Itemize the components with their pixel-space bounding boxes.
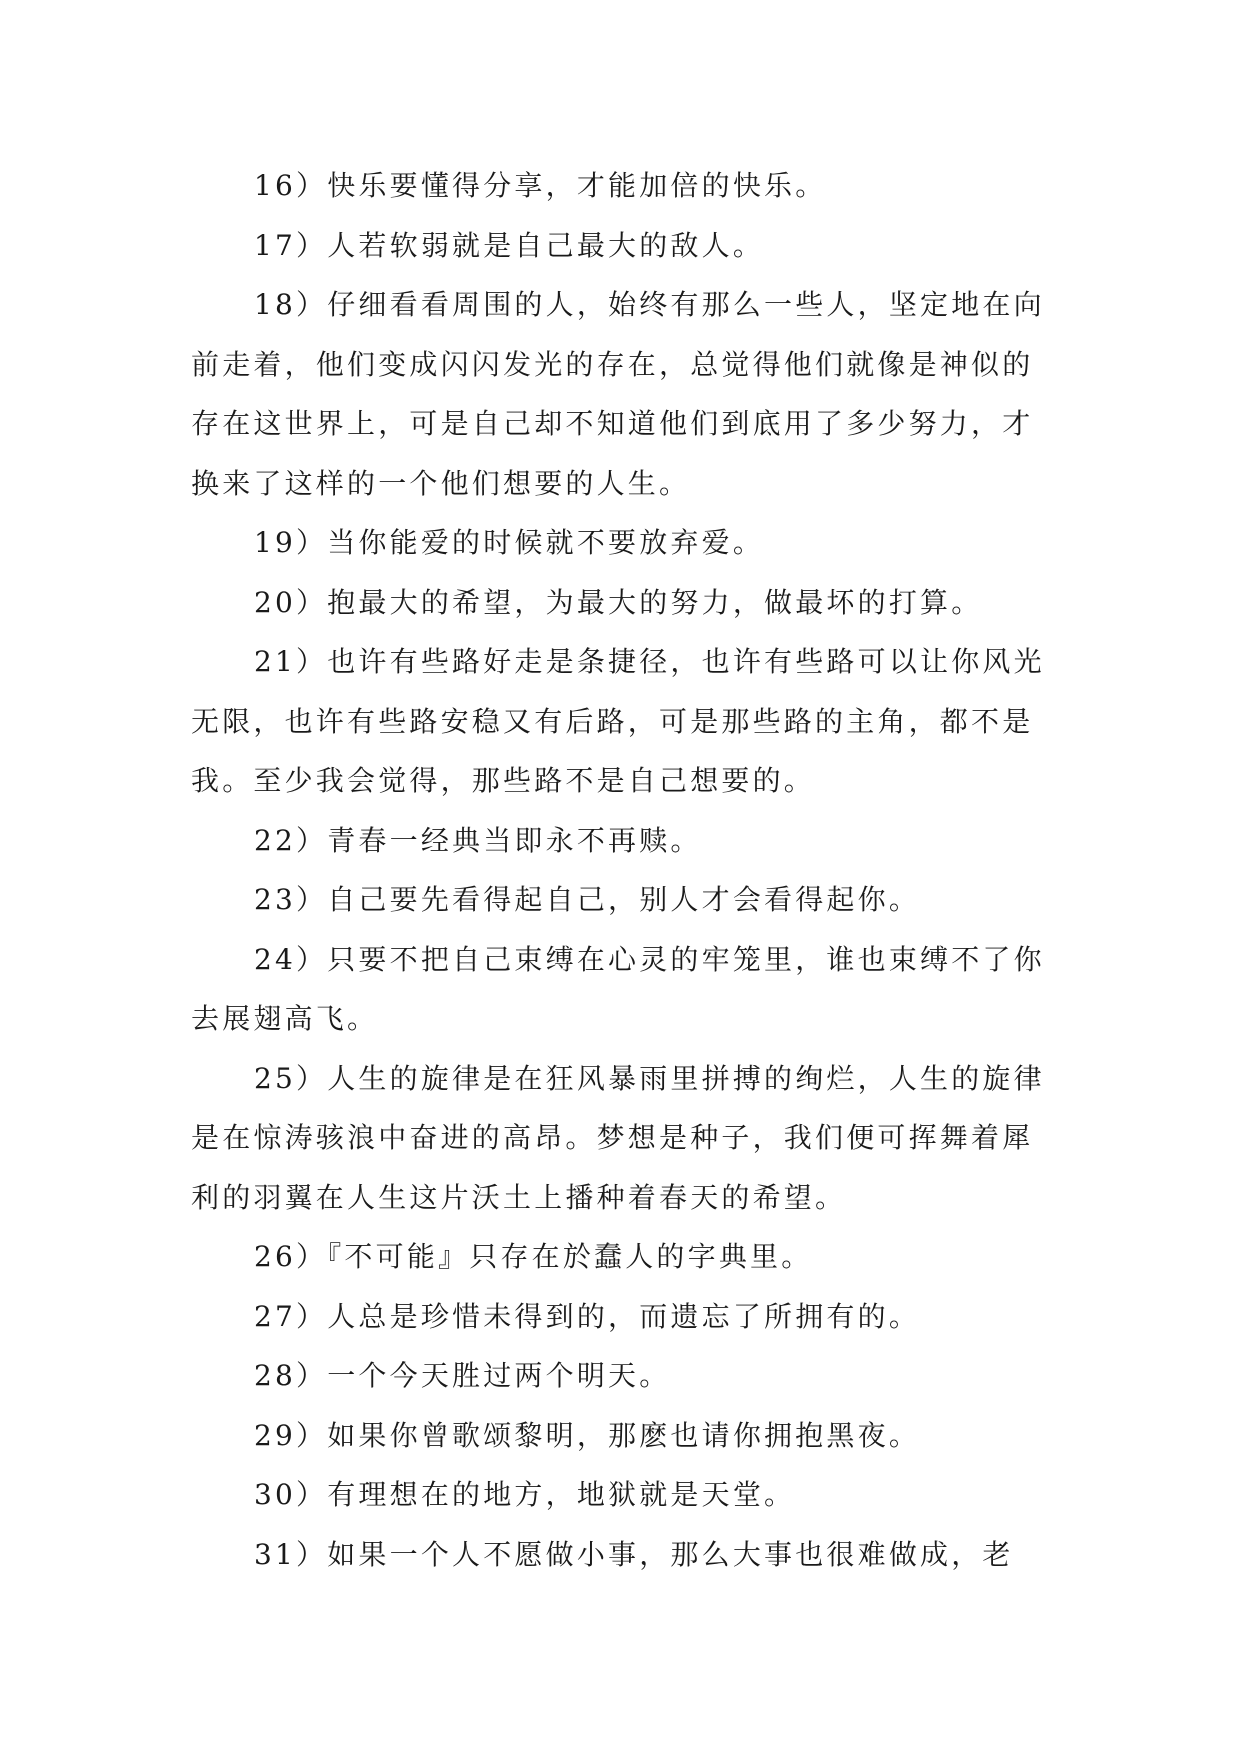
paragraph-27: 27）人总是珍惜未得到的，而遗忘了所拥有的。 bbox=[254, 1299, 921, 1333]
paragraph-16: 16）快乐要懂得分享，才能加倍的快乐。 bbox=[254, 169, 827, 202]
paragraph-30: 30）有理想在的地方，地狱就是天堂。 bbox=[254, 1478, 796, 1511]
paragraph-20: 20）抱最大的希望，为最大的努力，做最坏的打算。 bbox=[254, 585, 983, 619]
paragraph-24: 24）只要不把自己束缚在心灵的牢笼里，谁也束缚不了你去展翅高飞。 bbox=[191, 942, 1045, 1035]
paragraph-25: 25）人生的旋律是在狂风暴雨里拼搏的绚烂，人生的旋律是在惊涛骇浪中奋进的高昂。梦想是种子，我们便可挥舞着犀利的羽翼在人生这片沃土上播种着春天的希望。 bbox=[191, 1061, 1045, 1214]
paragraph-31: 31）如果一个人不愿做小事，那么大事也很难做成，老 bbox=[254, 1537, 1014, 1571]
paragraph-17: 17）人若软弱就是自己最大的敌人。 bbox=[254, 228, 765, 262]
paragraph-26: 26）『不可能』只存在於蠢人的字典里。 bbox=[254, 1240, 813, 1273]
paragraph-22: 22）青春一经典当即永不再赎。 bbox=[254, 823, 702, 857]
paragraph-29: 29）如果你曾歌颂黎明，那麽也请你拥抱黑夜。 bbox=[254, 1418, 921, 1452]
paragraph-23: 23）自己要先看得起自己，别人才会看得起你。 bbox=[254, 883, 921, 916]
paragraph-28: 28）一个今天胜过两个明天。 bbox=[254, 1359, 671, 1392]
paragraph-18: 18）仔细看看周围的人，始终有那么一些人，坚定地在向前走着，他们变成闪闪发光的存在，总觉得他们就像是神似的存在这世界上，可是自己却不知道他们到底用了多少努力，才换来了这样的一个他们想要的人生。 bbox=[191, 288, 1045, 500]
paragraph-21: 21）也许有些路好走是条捷径，也许有些路可以让你风光无限，也许有些路安稳又有后路，可是那些路的主角，都不是我。至少我会觉得，那些路不是自己想要的。 bbox=[191, 645, 1045, 797]
paragraph-19: 19）当你能爱的时候就不要放弃爱。 bbox=[254, 526, 765, 559]
body-text bbox=[191, 156, 1051, 1584]
